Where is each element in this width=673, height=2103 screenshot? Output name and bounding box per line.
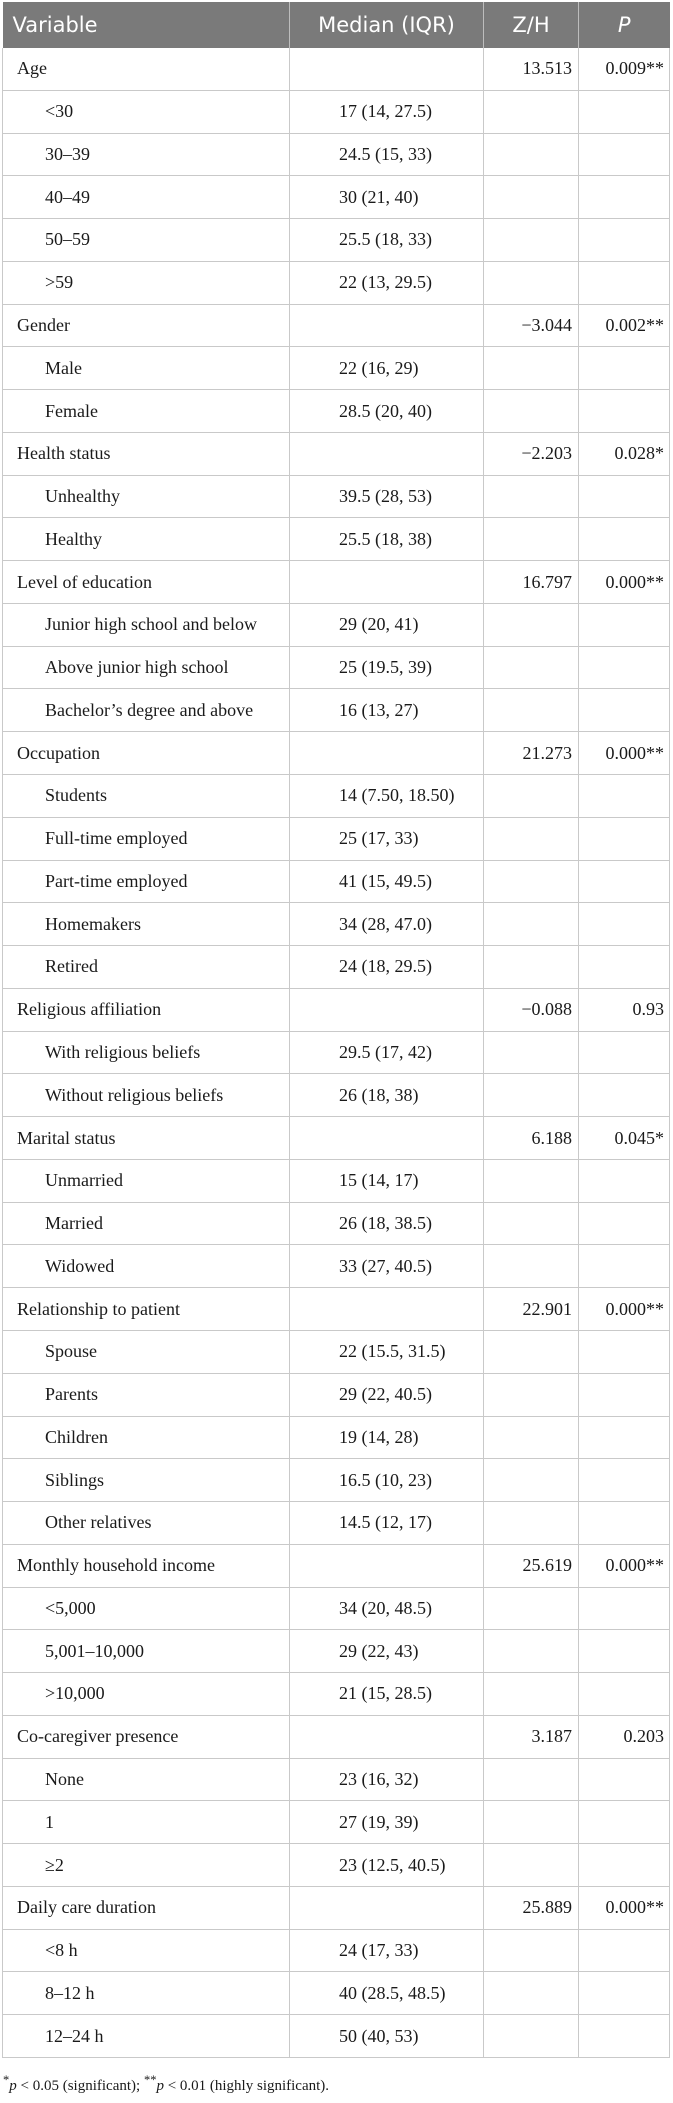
variable-cell: Co-caregiver presence <box>3 1715 290 1758</box>
variable-cell: Age <box>3 48 290 90</box>
z-h-cell <box>484 1031 579 1074</box>
footnote-mark-2: ** <box>143 2073 157 2087</box>
z-h-cell: −2.203 <box>484 432 579 475</box>
table-row-category <box>3 1159 670 1202</box>
table-row-category <box>3 689 670 732</box>
z-h-cell <box>484 1074 579 1117</box>
table-row-category <box>3 1630 670 1673</box>
p-value-cell <box>579 1416 670 1459</box>
z-h-cell <box>484 689 579 732</box>
table-row-category <box>3 390 670 433</box>
p-value-cell <box>579 1330 670 1373</box>
p-value-cell <box>579 1502 670 1545</box>
p-value-cell <box>579 775 670 818</box>
variable-cell: Retired <box>3 946 290 989</box>
z-h-cell: 22.901 <box>484 1288 579 1331</box>
p-value-cell <box>579 946 670 989</box>
p-value-cell: 0.028* <box>579 432 670 475</box>
p-value-cell <box>579 390 670 433</box>
table-row-category <box>3 2015 670 2058</box>
p-value-cell <box>579 1459 670 1502</box>
p-value-cell <box>579 475 670 518</box>
median-iqr-cell: 24.5 (15, 33) <box>290 133 484 176</box>
p-value-cell <box>579 2015 670 2058</box>
median-iqr-cell <box>290 1544 484 1587</box>
z-h-cell <box>484 475 579 518</box>
z-h-cell <box>484 1673 579 1716</box>
variable-cell: Spouse <box>3 1330 290 1373</box>
p-value-cell <box>579 1202 670 1245</box>
median-iqr-cell: 24 (17, 33) <box>290 1929 484 1972</box>
median-iqr-cell: 33 (27, 40.5) <box>290 1245 484 1288</box>
variable-cell: Monthly household income <box>3 1544 290 1587</box>
variable-cell: Junior high school and below <box>3 603 290 646</box>
z-h-cell <box>484 1159 579 1202</box>
p-value-cell <box>579 219 670 262</box>
variable-cell: Widowed <box>3 1245 290 1288</box>
header-p-value: P <box>579 2 670 48</box>
z-h-cell <box>484 1202 579 1245</box>
variable-cell: >10,000 <box>3 1673 290 1716</box>
z-h-cell: 3.187 <box>484 1715 579 1758</box>
table-footnote <box>3 2073 329 2095</box>
p-value-cell <box>579 1758 670 1801</box>
variable-cell: Part-time employed <box>3 860 290 903</box>
p-value-cell <box>579 646 670 689</box>
z-h-cell: 16.797 <box>484 561 579 604</box>
median-iqr-cell: 27 (19, 39) <box>290 1801 484 1844</box>
median-iqr-cell: 14 (7.50, 18.50) <box>290 775 484 818</box>
p-value-cell <box>579 261 670 304</box>
p-value-cell <box>579 817 670 860</box>
variable-cell: 50–59 <box>3 219 290 262</box>
header-median-iqr: Median (IQR) <box>290 2 484 48</box>
variable-cell: <5,000 <box>3 1587 290 1630</box>
z-h-cell <box>484 1330 579 1373</box>
table-row-category <box>3 1844 670 1887</box>
p-value-cell <box>579 1801 670 1844</box>
table-row-category <box>3 1202 670 1245</box>
p-value-cell <box>579 860 670 903</box>
median-iqr-cell: 34 (20, 48.5) <box>290 1587 484 1630</box>
table-row-variable <box>3 48 670 90</box>
z-h-cell <box>484 603 579 646</box>
p-value-cell <box>579 90 670 133</box>
variable-cell: Children <box>3 1416 290 1459</box>
table-row-category <box>3 860 670 903</box>
median-iqr-cell <box>290 988 484 1031</box>
p-value-cell <box>579 176 670 219</box>
z-h-cell <box>484 219 579 262</box>
p-value-cell <box>579 689 670 732</box>
table-row-category <box>3 1245 670 1288</box>
table-row-category <box>3 1587 670 1630</box>
p-value-cell <box>579 1031 670 1074</box>
z-h-cell: 25.619 <box>484 1544 579 1587</box>
table-row-category <box>3 219 670 262</box>
z-h-cell <box>484 347 579 390</box>
z-h-cell <box>484 261 579 304</box>
median-iqr-cell: 29 (22, 40.5) <box>290 1373 484 1416</box>
z-h-cell <box>484 1630 579 1673</box>
p-value-cell: 0.002** <box>579 304 670 347</box>
median-iqr-cell: 17 (14, 27.5) <box>290 90 484 133</box>
results-table-container <box>2 2 669 2058</box>
median-iqr-cell: 14.5 (12, 17) <box>290 1502 484 1545</box>
z-h-cell <box>484 1416 579 1459</box>
p-value-cell <box>579 1673 670 1716</box>
table-row-category <box>3 1502 670 1545</box>
variable-cell: Homemakers <box>3 903 290 946</box>
z-h-cell: 6.188 <box>484 1117 579 1160</box>
z-h-cell: −3.044 <box>484 304 579 347</box>
table-row-variable <box>3 1544 670 1587</box>
table-row-variable <box>3 432 670 475</box>
table-row-category <box>3 176 670 219</box>
variable-cell: Religious affiliation <box>3 988 290 1031</box>
variable-cell: With religious beliefs <box>3 1031 290 1074</box>
p-value-cell: 0.000** <box>579 732 670 775</box>
z-h-cell <box>484 646 579 689</box>
median-iqr-cell: 25 (19.5, 39) <box>290 646 484 689</box>
median-iqr-cell: 25 (17, 33) <box>290 817 484 860</box>
z-h-cell: 25.889 <box>484 1886 579 1929</box>
median-iqr-cell: 19 (14, 28) <box>290 1416 484 1459</box>
table-row-category <box>3 347 670 390</box>
variable-cell: Other relatives <box>3 1502 290 1545</box>
p-value-cell <box>579 1929 670 1972</box>
header-variable: Variable <box>3 2 290 48</box>
median-iqr-cell: 22 (13, 29.5) <box>290 261 484 304</box>
p-value-cell <box>579 1587 670 1630</box>
median-iqr-cell: 29.5 (17, 42) <box>290 1031 484 1074</box>
median-iqr-cell: 30 (21, 40) <box>290 176 484 219</box>
footnote-text-2: < 0.01 (highly significant). <box>163 2078 330 2094</box>
table-row-variable <box>3 1715 670 1758</box>
median-iqr-cell: 22 (15.5, 31.5) <box>290 1330 484 1373</box>
variable-cell: <30 <box>3 90 290 133</box>
footnote-p-1: p <box>9 2078 17 2094</box>
z-h-cell <box>484 817 579 860</box>
variable-cell: Healthy <box>3 518 290 561</box>
z-h-cell <box>484 1844 579 1887</box>
table-row-variable <box>3 732 670 775</box>
variable-cell: >59 <box>3 261 290 304</box>
median-iqr-cell: 23 (12.5, 40.5) <box>290 1844 484 1887</box>
variable-cell: Unhealthy <box>3 475 290 518</box>
table-row-category <box>3 775 670 818</box>
p-value-cell: 0.93 <box>579 988 670 1031</box>
z-h-cell <box>484 518 579 561</box>
median-iqr-cell: 16.5 (10, 23) <box>290 1459 484 1502</box>
z-h-cell <box>484 390 579 433</box>
p-value-cell <box>579 1972 670 2015</box>
table-row-category <box>3 518 670 561</box>
table-row-category <box>3 817 670 860</box>
z-h-cell <box>484 860 579 903</box>
median-iqr-cell <box>290 1886 484 1929</box>
variable-cell: Male <box>3 347 290 390</box>
median-iqr-cell: 21 (15, 28.5) <box>290 1673 484 1716</box>
z-h-cell <box>484 1502 579 1545</box>
z-h-cell <box>484 176 579 219</box>
p-value-cell <box>579 903 670 946</box>
p-value-cell <box>579 1844 670 1887</box>
p-value-cell <box>579 1630 670 1673</box>
p-value-cell <box>579 1159 670 1202</box>
table-row-category <box>3 1972 670 2015</box>
p-value-cell: 0.000** <box>579 1288 670 1331</box>
table-row-category <box>3 475 670 518</box>
table-row-variable <box>3 1117 670 1160</box>
p-value-cell: 0.000** <box>579 1886 670 1929</box>
p-value-cell <box>579 1373 670 1416</box>
z-h-cell: −0.088 <box>484 988 579 1031</box>
median-iqr-cell <box>290 1288 484 1331</box>
header-z-h: Z/H <box>484 2 579 48</box>
table-row-category <box>3 603 670 646</box>
variable-cell: None <box>3 1758 290 1801</box>
variable-cell: Parents <box>3 1373 290 1416</box>
median-iqr-cell: 29 (20, 41) <box>290 603 484 646</box>
p-value-cell <box>579 518 670 561</box>
median-iqr-cell <box>290 1715 484 1758</box>
header-row <box>3 2 670 48</box>
p-value-cell <box>579 133 670 176</box>
variable-cell: Female <box>3 390 290 433</box>
p-value-cell <box>579 347 670 390</box>
table-row-category <box>3 1330 670 1373</box>
variable-cell: 40–49 <box>3 176 290 219</box>
p-value-cell <box>579 1074 670 1117</box>
variable-cell: Occupation <box>3 732 290 775</box>
table-row-category <box>3 1929 670 1972</box>
variable-cell: Daily care duration <box>3 1886 290 1929</box>
variable-cell: <8 h <box>3 1929 290 1972</box>
p-value-cell: 0.045* <box>579 1117 670 1160</box>
table-row-category <box>3 1758 670 1801</box>
variable-cell: Without religious beliefs <box>3 1074 290 1117</box>
table-header <box>3 2 670 48</box>
median-iqr-cell: 26 (18, 38) <box>290 1074 484 1117</box>
table-row-category <box>3 903 670 946</box>
table-row-variable <box>3 561 670 604</box>
table-row-category <box>3 1373 670 1416</box>
median-iqr-cell <box>290 432 484 475</box>
variable-cell: Marital status <box>3 1117 290 1160</box>
table-row-category <box>3 946 670 989</box>
variable-cell: Level of education <box>3 561 290 604</box>
z-h-cell <box>484 2015 579 2058</box>
variable-cell: Full-time employed <box>3 817 290 860</box>
table-row-category <box>3 1074 670 1117</box>
table-row-category <box>3 90 670 133</box>
variable-cell: 30–39 <box>3 133 290 176</box>
variable-cell: Students <box>3 775 290 818</box>
z-h-cell <box>484 1459 579 1502</box>
table-body <box>3 48 670 2057</box>
z-h-cell <box>484 903 579 946</box>
z-h-cell <box>484 133 579 176</box>
table-row-variable <box>3 988 670 1031</box>
median-iqr-cell <box>290 48 484 90</box>
variable-cell: Health status <box>3 432 290 475</box>
variable-cell: Siblings <box>3 1459 290 1502</box>
median-iqr-cell: 50 (40, 53) <box>290 2015 484 2058</box>
variable-cell: Above junior high school <box>3 646 290 689</box>
variable-cell: 1 <box>3 1801 290 1844</box>
footnote-text-1: < 0.05 (significant); <box>16 2078 144 2094</box>
median-iqr-cell: 34 (28, 47.0) <box>290 903 484 946</box>
z-h-cell <box>484 1801 579 1844</box>
median-iqr-cell <box>290 304 484 347</box>
median-iqr-cell: 23 (16, 32) <box>290 1758 484 1801</box>
z-h-cell <box>484 1373 579 1416</box>
variable-cell: 5,001–10,000 <box>3 1630 290 1673</box>
table-row-category <box>3 1801 670 1844</box>
p-value-cell: 0.000** <box>579 561 670 604</box>
variable-cell: 12–24 h <box>3 2015 290 2058</box>
table-row-variable <box>3 304 670 347</box>
table-row-category <box>3 646 670 689</box>
table-row-variable <box>3 1288 670 1331</box>
median-iqr-cell: 24 (18, 29.5) <box>290 946 484 989</box>
z-h-cell: 21.273 <box>484 732 579 775</box>
z-h-cell: 13.513 <box>484 48 579 90</box>
variable-cell: ≥2 <box>3 1844 290 1887</box>
median-iqr-cell: 26 (18, 38.5) <box>290 1202 484 1245</box>
median-iqr-cell: 15 (14, 17) <box>290 1159 484 1202</box>
table-row-category <box>3 261 670 304</box>
median-iqr-cell: 25.5 (18, 38) <box>290 518 484 561</box>
median-iqr-cell: 40 (28.5, 48.5) <box>290 1972 484 2015</box>
variable-cell: Relationship to patient <box>3 1288 290 1331</box>
variable-cell: 8–12 h <box>3 1972 290 2015</box>
p-value-cell: 0.009** <box>579 48 670 90</box>
variable-cell: Married <box>3 1202 290 1245</box>
z-h-cell <box>484 775 579 818</box>
p-value-cell <box>579 1245 670 1288</box>
table-row-category <box>3 133 670 176</box>
variable-cell: Unmarried <box>3 1159 290 1202</box>
median-iqr-cell: 29 (22, 43) <box>290 1630 484 1673</box>
median-iqr-cell: 41 (15, 49.5) <box>290 860 484 903</box>
p-value-cell: 0.000** <box>579 1544 670 1587</box>
variable-cell: Bachelor’s degree and above <box>3 689 290 732</box>
z-h-cell <box>484 1972 579 2015</box>
table-row-category <box>3 1416 670 1459</box>
z-h-cell <box>484 1758 579 1801</box>
results-table <box>2 2 670 2058</box>
table-row-category <box>3 1673 670 1716</box>
median-iqr-cell: 22 (16, 29) <box>290 347 484 390</box>
footnote-p-2: p <box>156 2078 164 2094</box>
z-h-cell <box>484 90 579 133</box>
table-row-category <box>3 1031 670 1074</box>
z-h-cell <box>484 1929 579 1972</box>
table-row-category <box>3 1459 670 1502</box>
median-iqr-cell: 16 (13, 27) <box>290 689 484 732</box>
median-iqr-cell <box>290 561 484 604</box>
table-row-variable <box>3 1886 670 1929</box>
z-h-cell <box>484 1245 579 1288</box>
median-iqr-cell <box>290 732 484 775</box>
median-iqr-cell: 25.5 (18, 33) <box>290 219 484 262</box>
median-iqr-cell: 28.5 (20, 40) <box>290 390 484 433</box>
footnote-mark-1: * <box>3 2073 10 2087</box>
p-value-cell <box>579 603 670 646</box>
z-h-cell <box>484 946 579 989</box>
variable-cell: Gender <box>3 304 290 347</box>
median-iqr-cell <box>290 1117 484 1160</box>
z-h-cell <box>484 1587 579 1630</box>
p-value-cell: 0.203 <box>579 1715 670 1758</box>
median-iqr-cell: 39.5 (28, 53) <box>290 475 484 518</box>
